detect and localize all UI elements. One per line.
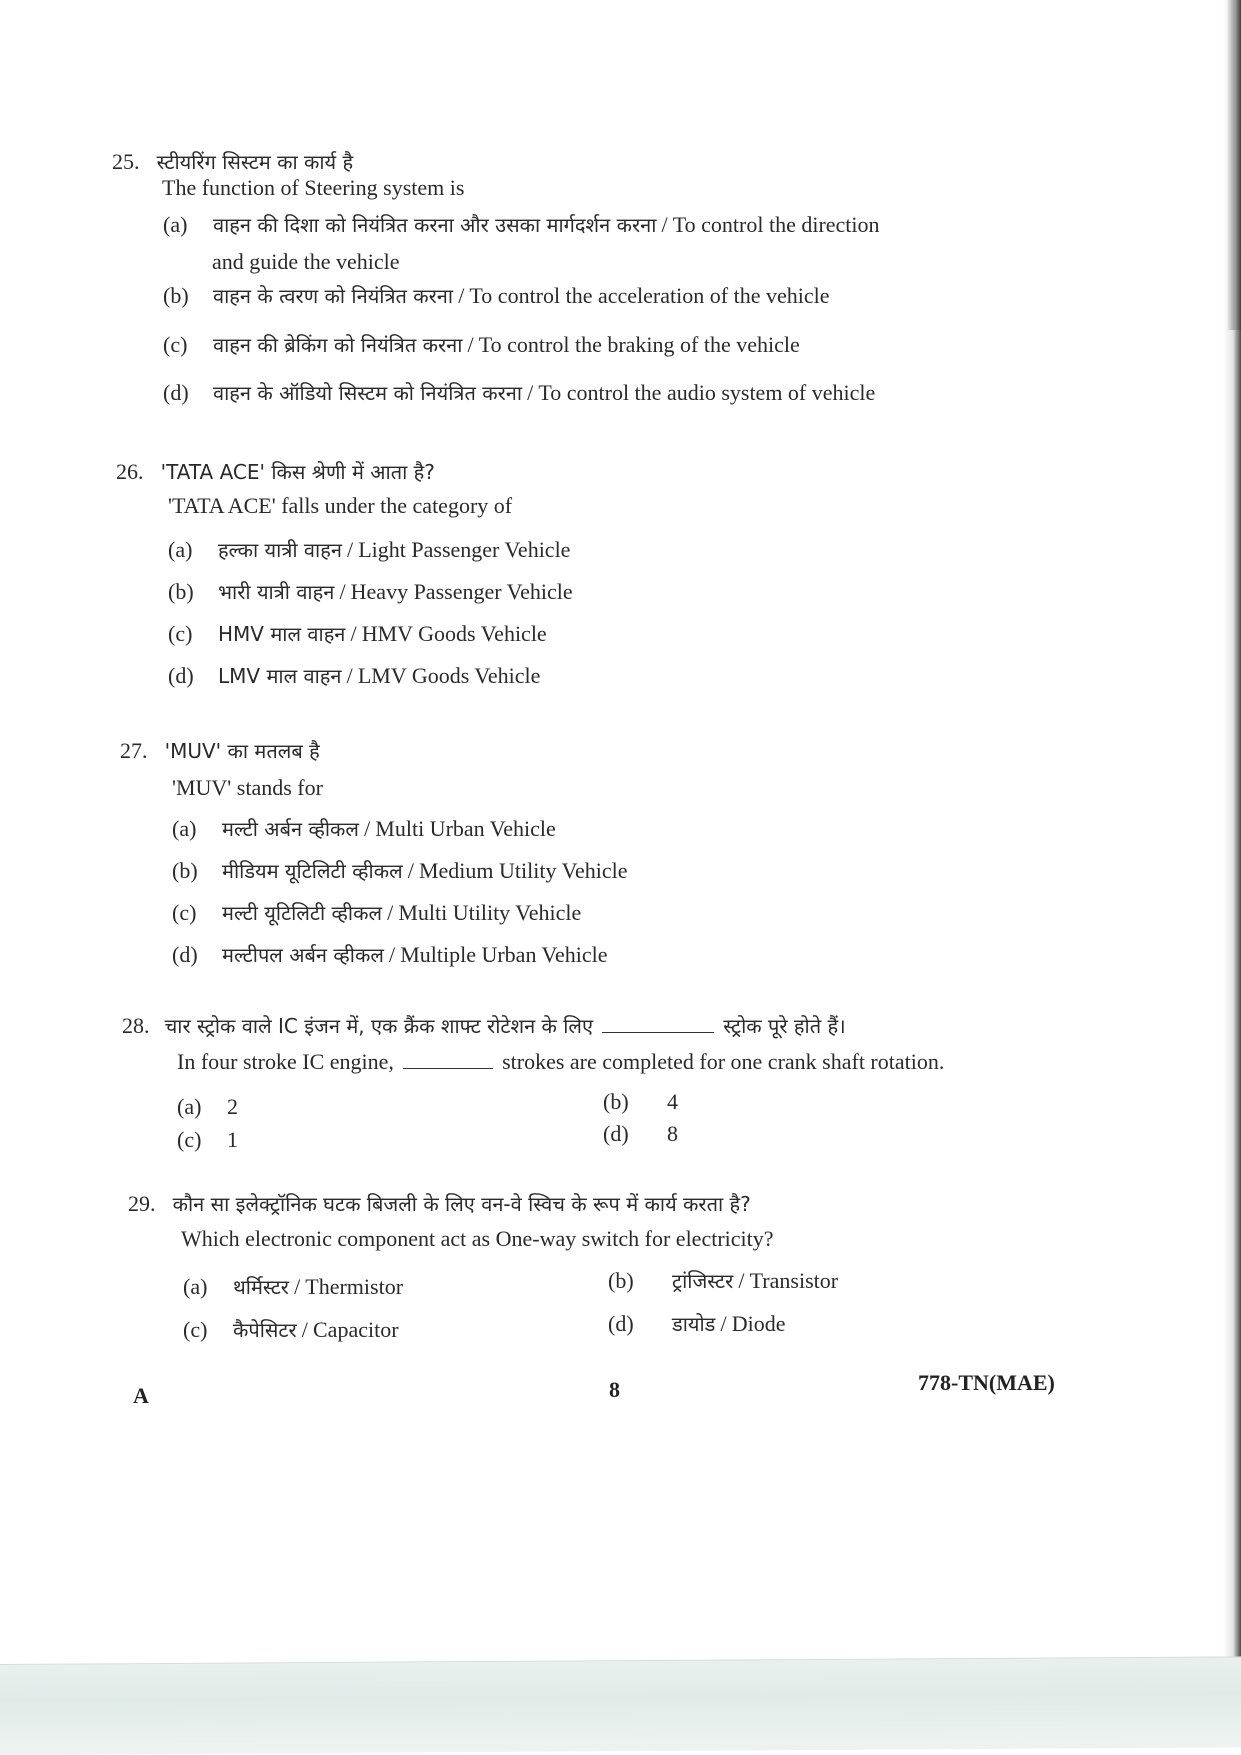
option-c: (c) 1 [177, 1127, 238, 1152]
option-c: (c) कैपेसिटर / Capacitor [183, 1317, 399, 1342]
option-b: (b) ट्रांजिस्टर / Transistor [608, 1268, 839, 1293]
option-c: (c) HMV माल वाहन / HMV Goods Vehicle [168, 621, 547, 646]
option-letter: (a) [163, 212, 188, 237]
option-english-continued: and guide the vehicle [212, 249, 400, 274]
answer-blank [602, 1031, 714, 1033]
option-b: (b) भारी यात्री वाहन / Heavy Passenger Vehicle [168, 579, 573, 604]
footer-series: A [133, 1383, 149, 1408]
question-text-english: Which electronic component act as One-way switch for electricity? [181, 1226, 774, 1251]
question-text-english: 'MUV' stands for [172, 775, 323, 800]
option-a: (a) वाहन की दिशा को नियंत्रित करना और उसका मार्गदर्शन करना / To control the direction [163, 212, 880, 237]
question-text-english: The function of Steering system is [162, 175, 465, 200]
exam-page: 25. स्टीयरिंग सिस्टम का कार्य है The function of Steering system is (a) वाहन की दिशा को नियंत्रित करना और उसका मार्गदर्शन करना / To control the direction and guide the vehicle (b) वाहन के त्वरण को नियंत्रित करना / To control the acceleration of the vehicle (c) वाहन की ब्रेकिंग को नियंत्रित करना / To control the braking of the vehicle (d) वाहन के ऑडियो सिस्टम को नियंत्रित करना / To control the audio system of vehicle 26. 'TATA ACE' किस श्रेणी में आता है? 'TATA ACE' falls under the category of (a) हल्का यात्री वाहन / Light Passenger Vehicle (b) भारी यात्री वाहन / Heavy Passenger Vehicle (c) HMV माल वाहन / HMV Goods Vehicle (d) LMV माल वाहन / LMV Goods Vehicle 27. 'MUV' का मतलब है 'MUV' stands for (a) मल्टी अर्बन व्हीकल / Multi Urban Vehicle (b) मीडियम यूटिलिटी व्हीकल / Medium Utility Vehicle (c) मल्टी यूटिलिटी व्हीकल / Multi Utility Vehicle (d) मल्टीपल अर्बन व्हीकल / Multiple Urban Vehicle 28. चार स्ट्रोक वाले IC इंजन में, एक क्रैंक शाफ्ट रोटेशन के लिए स्ट्रोक पूरे होते हैं। In four stroke IC engine, strokes are completed for one crank shaft rotation. (a) 2 (b) 4 (c) 1 (d) 8 29. कौन सा इलेक्ट्रॉनिक घटक बिजली के लिए वन-वे स्विच के रूप में कार्य करता है? Which electronic component act as One-way switch for electricity? (a) थर्मिस्टर / Thermistor (b) ट्रांजिस्टर / Transistor (c) कैपेसिटर / Capacitor (d) डायोड / Diode A 8 778-TN(MAE) [0, 0, 1241, 1755]
question-text-english: 'TATA ACE' falls under the category of [168, 493, 513, 518]
option-c: (c) वाहन की ब्रेकिंग को नियंत्रित करना / To control the braking of the vehicle [163, 332, 800, 357]
option-b: (b) वाहन के त्वरण को नियंत्रित करना / To control the acceleration of the vehicle [163, 283, 830, 308]
option-d: (d) डायोड / Diode [608, 1311, 786, 1336]
question-text-hindi: चार स्ट्रोक वाले IC इंजन में, एक क्रैंक शाफ्ट रोटेशन के लिए [164, 1014, 594, 1038]
option-d: (d) वाहन के ऑडियो सिस्टम को नियंत्रित करना / To control the audio system of vehicle [163, 380, 876, 405]
question-number: 29. [128, 1191, 156, 1216]
footer-paper-code: 778-TN(MAE) [918, 1370, 1055, 1395]
answer-blank [403, 1067, 493, 1069]
scan-bottom-edge [0, 1656, 1241, 1755]
question-text-hindi: कौन सा इलेक्ट्रॉनिक घटक बिजली के लिए वन-वे स्विच के रूप में कार्य करता है? [172, 1192, 751, 1216]
question-text-hindi: 'TATA ACE' किस श्रेणी में आता है? [160, 460, 435, 484]
question-number: 25. [112, 149, 140, 174]
question-text-hindi: स्टीयरिंग सिस्टम का कार्य है [156, 150, 354, 174]
option-a: (a) हल्का यात्री वाहन / Light Passenger Vehicle [168, 537, 571, 562]
option-b: (b) मीडियम यूटिलिटी व्हीकल / Medium Utility Vehicle [172, 858, 628, 883]
question-number: 28. [122, 1013, 150, 1038]
option-hindi: वाहन की दिशा को नियंत्रित करना और उसका मार्गदर्शन करना [213, 213, 657, 237]
option-b: (b) 4 [603, 1089, 678, 1114]
option-a: (a) थर्मिस्टर / Thermistor [183, 1274, 404, 1299]
question-number: 26. [116, 459, 144, 484]
option-a: (a) 2 [177, 1094, 238, 1119]
option-d: (d) मल्टीपल अर्बन व्हीकल / Multiple Urban Vehicle [172, 942, 608, 967]
option-d: (d) 8 [603, 1121, 678, 1146]
question-number: 27. [120, 738, 148, 763]
option-c: (c) मल्टी यूटिलिटी व्हीकल / Multi Utility Vehicle [172, 900, 582, 925]
binding-shadow-top [1227, 0, 1241, 330]
footer-page-number: 8 [609, 1377, 620, 1402]
option-d: (d) LMV माल वाहन / LMV Goods Vehicle [168, 663, 541, 688]
question-text-english: In four stroke IC engine, [177, 1049, 394, 1074]
option-a: (a) मल्टी अर्बन व्हीकल / Multi Urban Vehicle [172, 816, 556, 841]
option-english: To control the direction [672, 212, 880, 237]
question-text-hindi: 'MUV' का मतलब है [164, 739, 320, 763]
